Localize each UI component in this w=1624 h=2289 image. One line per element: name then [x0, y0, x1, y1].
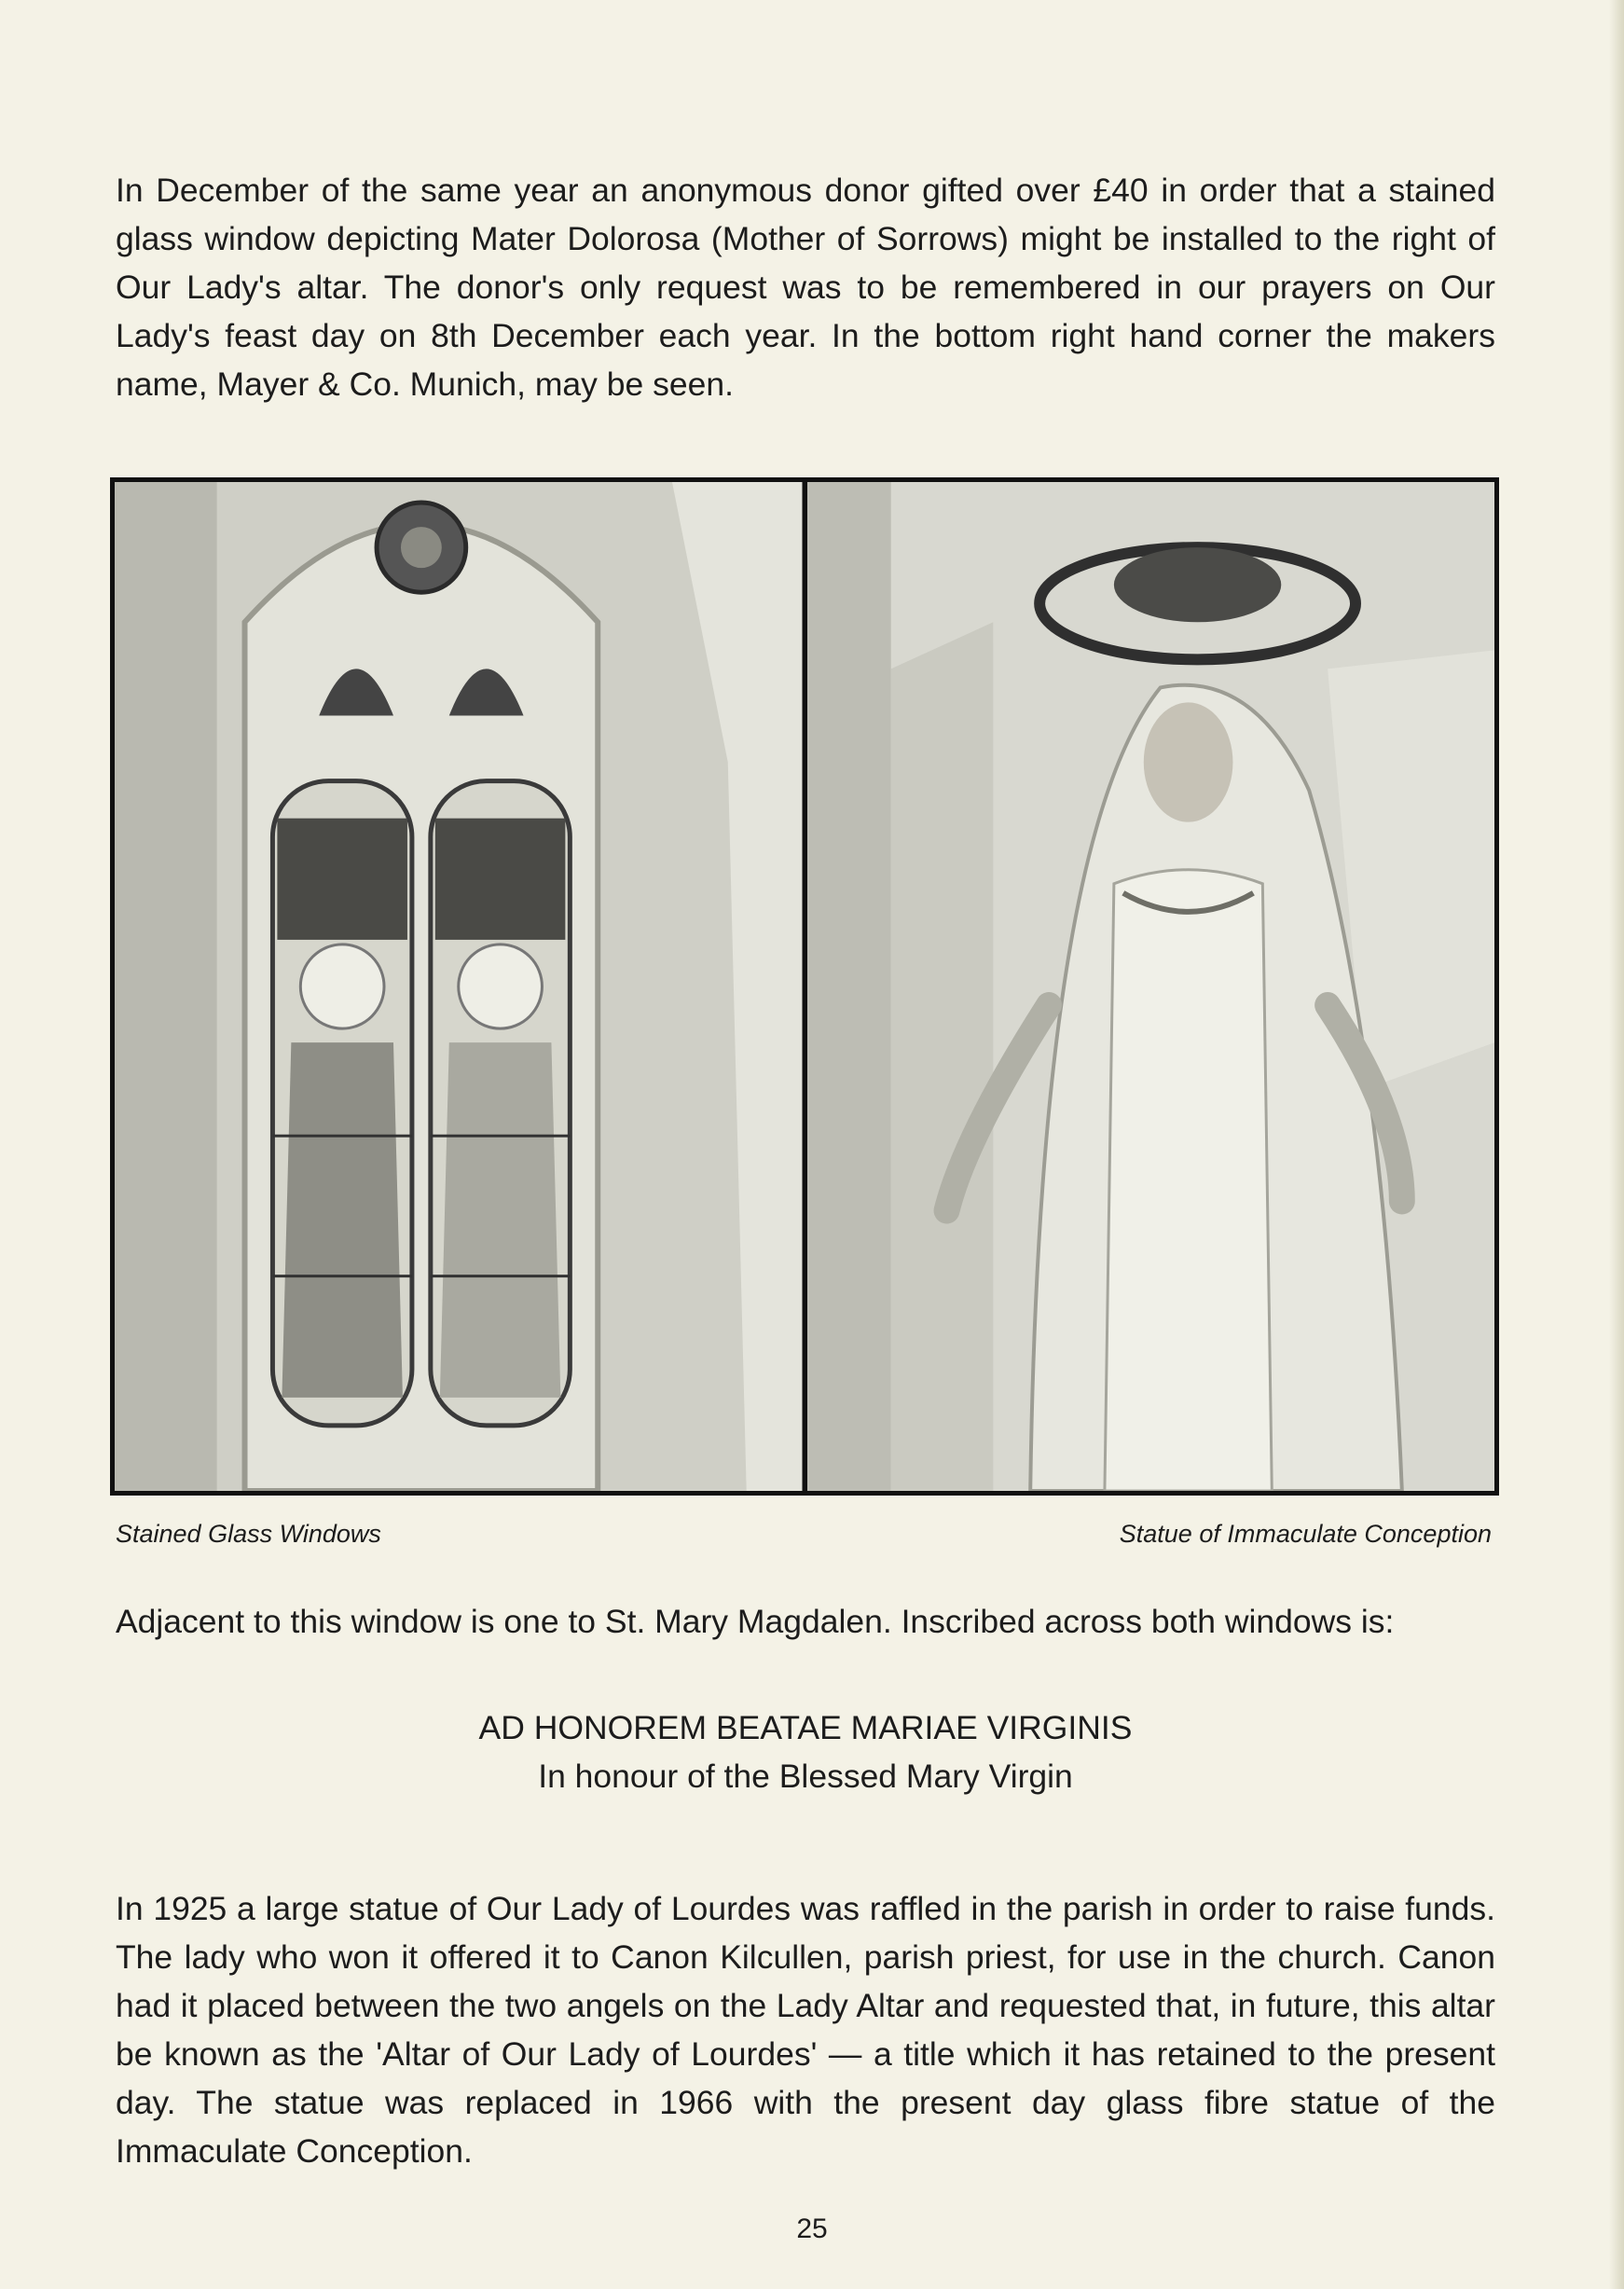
stained-glass-windows-photo — [115, 482, 803, 1491]
paragraph-lourdes-statue: In 1925 a large statue of Our Lady of Lourdes was raffled in the parish in order to raise funds. The lady who won it offered it to Canon Kilcullen, parish priest, for use in the church. Canon had it placed between the two angels on the Lady Altar and requested that, in future, this altar be known as the 'Altar of Our Lady of Lourdes' — a title which it has retained to the present day. The statue was replaced in 1966 with the present day glass fibre statue of the Immaculate Conception. — [116, 1890, 1495, 2170]
inscription-latin: AD HONOREM BEATAE MARIAE VIRGINIS — [478, 1709, 1133, 1746]
photo-panel — [110, 477, 1499, 1496]
caption-stained-glass: Stained Glass Windows — [116, 1520, 381, 1548]
paragraph-donor-window: In December of the same year an anonymous donor gifted over £40 in order that a stained glass window depicting Mater Dolorosa (Mother of Sorrows) might be installed to the right of Our Lady's altar. The donor's only request was to be remembered in our prayers on Our Lady's feast day on 8th December each year. In the bottom right hand corner the makers name, Mayer & Co. Munich, may be seen. — [116, 172, 1495, 403]
inscription-translation: In honour of the Blessed Mary Virgin — [538, 1758, 1073, 1795]
page-edge — [1609, 0, 1624, 2289]
paragraph-adjacent-window: Adjacent to this window is one to St. Mary Magdalen. Inscribed across both windows is: — [116, 1603, 1395, 1640]
page-number: 25 — [796, 2213, 828, 2244]
caption-statue: Statue of Immaculate Conception — [1119, 1520, 1492, 1548]
statue-immaculate-conception-photo — [807, 482, 1495, 1491]
